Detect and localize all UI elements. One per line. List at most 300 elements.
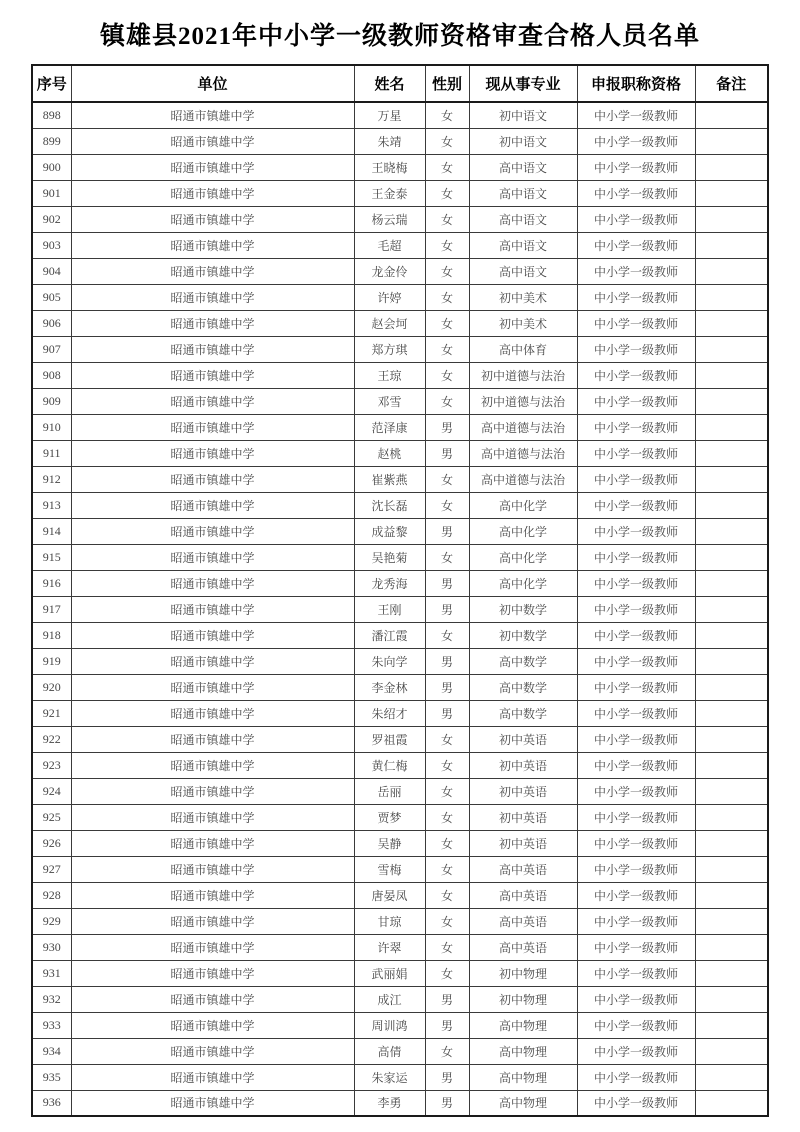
cell-unit: 昭通市镇雄中学 [71, 752, 354, 778]
table-row [32, 830, 768, 856]
cell-remark [695, 414, 768, 440]
cell-qualification: 中小学一级教师 [577, 934, 695, 960]
cell-unit: 昭通市镇雄中学 [71, 1012, 354, 1038]
cell-qualification: 中小学一级教师 [577, 128, 695, 154]
cell-qualification: 中小学一级教师 [577, 336, 695, 362]
cell-major: 高中物理 [469, 1012, 577, 1038]
cell-gender: 女 [425, 856, 469, 882]
cell-gender: 女 [425, 310, 469, 336]
cell-remark [695, 778, 768, 804]
cell-remark [695, 310, 768, 336]
cell-name: 岳丽 [354, 778, 425, 804]
cell-remark [695, 1064, 768, 1090]
cell-serial-number: 898 [32, 102, 71, 128]
table-row [32, 986, 768, 1012]
cell-qualification: 中小学一级教师 [577, 700, 695, 726]
cell-name: 李勇 [354, 1090, 425, 1116]
table-row [32, 232, 768, 258]
table-row [32, 284, 768, 310]
table-row [32, 622, 768, 648]
cell-unit: 昭通市镇雄中学 [71, 778, 354, 804]
table-header [32, 65, 768, 102]
cell-major: 初中美术 [469, 284, 577, 310]
cell-qualification: 中小学一级教师 [577, 258, 695, 284]
cell-name: 高倩 [354, 1038, 425, 1064]
cell-serial-number: 918 [32, 622, 71, 648]
cell-qualification: 中小学一级教师 [577, 674, 695, 700]
cell-serial-number: 916 [32, 570, 71, 596]
cell-major: 初中数学 [469, 596, 577, 622]
cell-serial-number: 926 [32, 830, 71, 856]
cell-remark [695, 466, 768, 492]
cell-major: 高中语文 [469, 180, 577, 206]
cell-remark [695, 570, 768, 596]
cell-name: 范泽康 [354, 414, 425, 440]
cell-qualification: 中小学一级教师 [577, 908, 695, 934]
cell-remark [695, 180, 768, 206]
cell-gender: 女 [425, 934, 469, 960]
cell-remark [695, 622, 768, 648]
cell-unit: 昭通市镇雄中学 [71, 856, 354, 882]
cell-name: 邓雪 [354, 388, 425, 414]
cell-name: 成益黎 [354, 518, 425, 544]
cell-gender: 女 [425, 154, 469, 180]
cell-serial-number: 902 [32, 206, 71, 232]
cell-remark [695, 830, 768, 856]
cell-serial-number: 930 [32, 934, 71, 960]
cell-major: 高中道德与法治 [469, 466, 577, 492]
cell-major: 初中道德与法治 [469, 362, 577, 388]
cell-name: 甘琼 [354, 908, 425, 934]
cell-gender: 男 [425, 1064, 469, 1090]
cell-name: 潘江霞 [354, 622, 425, 648]
cell-gender: 女 [425, 492, 469, 518]
cell-major: 初中英语 [469, 778, 577, 804]
cell-major: 初中语文 [469, 102, 577, 128]
cell-qualification: 中小学一级教师 [577, 596, 695, 622]
cell-major: 高中语文 [469, 232, 577, 258]
cell-unit: 昭通市镇雄中学 [71, 908, 354, 934]
cell-qualification: 中小学一级教师 [577, 544, 695, 570]
cell-unit: 昭通市镇雄中学 [71, 492, 354, 518]
cell-remark [695, 1090, 768, 1116]
cell-gender: 女 [425, 804, 469, 830]
cell-major: 高中道德与法治 [469, 414, 577, 440]
cell-gender: 女 [425, 180, 469, 206]
cell-serial-number: 931 [32, 960, 71, 986]
cell-name: 杨云瑞 [354, 206, 425, 232]
cell-major: 初中英语 [469, 830, 577, 856]
cell-gender: 女 [425, 284, 469, 310]
header-remark: 备注 [695, 65, 768, 102]
cell-serial-number: 927 [32, 856, 71, 882]
table-row [32, 882, 768, 908]
table-row [32, 960, 768, 986]
cell-gender: 女 [425, 544, 469, 570]
cell-serial-number: 904 [32, 258, 71, 284]
cell-remark [695, 388, 768, 414]
cell-serial-number: 899 [32, 128, 71, 154]
cell-unit: 昭通市镇雄中学 [71, 388, 354, 414]
cell-qualification: 中小学一级教师 [577, 986, 695, 1012]
cell-name: 贾梦 [354, 804, 425, 830]
cell-unit: 昭通市镇雄中学 [71, 544, 354, 570]
table-row [32, 856, 768, 882]
header-gender: 性别 [425, 65, 469, 102]
cell-remark [695, 752, 768, 778]
cell-remark [695, 154, 768, 180]
cell-gender: 女 [425, 726, 469, 752]
cell-unit: 昭通市镇雄中学 [71, 882, 354, 908]
table-row [32, 466, 768, 492]
table-row [32, 570, 768, 596]
cell-unit: 昭通市镇雄中学 [71, 232, 354, 258]
cell-unit: 昭通市镇雄中学 [71, 440, 354, 466]
cell-name: 龙金伶 [354, 258, 425, 284]
cell-remark [695, 206, 768, 232]
qualified-teachers-table [31, 64, 769, 1117]
cell-unit: 昭通市镇雄中学 [71, 518, 354, 544]
cell-unit: 昭通市镇雄中学 [71, 726, 354, 752]
table-row [32, 934, 768, 960]
cell-unit: 昭通市镇雄中学 [71, 674, 354, 700]
cell-major: 高中化学 [469, 544, 577, 570]
cell-name: 郑方琪 [354, 336, 425, 362]
cell-major: 高中化学 [469, 570, 577, 596]
cell-gender: 女 [425, 1038, 469, 1064]
cell-serial-number: 910 [32, 414, 71, 440]
cell-major: 初中道德与法治 [469, 388, 577, 414]
cell-serial-number: 909 [32, 388, 71, 414]
cell-remark [695, 518, 768, 544]
cell-remark [695, 336, 768, 362]
cell-qualification: 中小学一级教师 [577, 232, 695, 258]
header-unit: 单位 [71, 65, 354, 102]
cell-unit: 昭通市镇雄中学 [71, 102, 354, 128]
cell-major: 初中物理 [469, 960, 577, 986]
cell-name: 吴静 [354, 830, 425, 856]
header-row [32, 65, 768, 102]
cell-name: 罗祖霞 [354, 726, 425, 752]
cell-unit: 昭通市镇雄中学 [71, 128, 354, 154]
cell-major: 高中语文 [469, 258, 577, 284]
cell-qualification: 中小学一级教师 [577, 206, 695, 232]
table-row [32, 180, 768, 206]
cell-name: 朱靖 [354, 128, 425, 154]
cell-gender: 男 [425, 674, 469, 700]
cell-serial-number: 925 [32, 804, 71, 830]
table-row [32, 596, 768, 622]
cell-remark [695, 1012, 768, 1038]
cell-gender: 女 [425, 206, 469, 232]
cell-qualification: 中小学一级教师 [577, 180, 695, 206]
table-row [32, 1038, 768, 1064]
cell-name: 王晓梅 [354, 154, 425, 180]
cell-gender: 男 [425, 648, 469, 674]
table-row [32, 206, 768, 232]
header-major: 现从事专业 [469, 65, 577, 102]
cell-unit: 昭通市镇雄中学 [71, 258, 354, 284]
cell-name: 武丽娟 [354, 960, 425, 986]
cell-major: 高中体育 [469, 336, 577, 362]
cell-serial-number: 911 [32, 440, 71, 466]
cell-remark [695, 674, 768, 700]
cell-gender: 女 [425, 362, 469, 388]
table-row [32, 544, 768, 570]
cell-serial-number: 908 [32, 362, 71, 388]
cell-serial-number: 912 [32, 466, 71, 492]
cell-remark [695, 362, 768, 388]
cell-qualification: 中小学一级教师 [577, 518, 695, 544]
cell-major: 初中英语 [469, 726, 577, 752]
table-row [32, 1064, 768, 1090]
cell-serial-number: 921 [32, 700, 71, 726]
cell-gender: 男 [425, 986, 469, 1012]
table-row [32, 908, 768, 934]
cell-serial-number: 924 [32, 778, 71, 804]
cell-name: 雪梅 [354, 856, 425, 882]
cell-qualification: 中小学一级教师 [577, 388, 695, 414]
cell-major: 高中道德与法治 [469, 440, 577, 466]
cell-qualification: 中小学一级教师 [577, 1090, 695, 1116]
cell-qualification: 中小学一级教师 [577, 284, 695, 310]
cell-gender: 女 [425, 830, 469, 856]
header-name: 姓名 [354, 65, 425, 102]
cell-gender: 女 [425, 232, 469, 258]
cell-unit: 昭通市镇雄中学 [71, 700, 354, 726]
cell-serial-number: 919 [32, 648, 71, 674]
cell-serial-number: 923 [32, 752, 71, 778]
cell-qualification: 中小学一级教师 [577, 726, 695, 752]
cell-qualification: 中小学一级教师 [577, 648, 695, 674]
table-row [32, 102, 768, 128]
cell-serial-number: 905 [32, 284, 71, 310]
cell-gender: 男 [425, 440, 469, 466]
cell-unit: 昭通市镇雄中学 [71, 362, 354, 388]
cell-name: 朱家运 [354, 1064, 425, 1090]
cell-serial-number: 907 [32, 336, 71, 362]
cell-unit: 昭通市镇雄中学 [71, 804, 354, 830]
cell-major: 高中英语 [469, 882, 577, 908]
cell-qualification: 中小学一级教师 [577, 752, 695, 778]
cell-name: 成江 [354, 986, 425, 1012]
cell-remark [695, 700, 768, 726]
table-row [32, 804, 768, 830]
cell-qualification: 中小学一级教师 [577, 622, 695, 648]
cell-gender: 男 [425, 570, 469, 596]
header-qualification: 申报职称资格 [577, 65, 695, 102]
cell-qualification: 中小学一级教师 [577, 830, 695, 856]
cell-qualification: 中小学一级教师 [577, 804, 695, 830]
cell-major: 高中物理 [469, 1064, 577, 1090]
cell-major: 初中英语 [469, 752, 577, 778]
table-row [32, 336, 768, 362]
cell-remark [695, 648, 768, 674]
cell-unit: 昭通市镇雄中学 [71, 934, 354, 960]
cell-gender: 女 [425, 128, 469, 154]
cell-major: 高中物理 [469, 1038, 577, 1064]
cell-name: 王琼 [354, 362, 425, 388]
cell-serial-number: 932 [32, 986, 71, 1012]
cell-gender: 男 [425, 414, 469, 440]
cell-unit: 昭通市镇雄中学 [71, 1038, 354, 1064]
table-row [32, 1012, 768, 1038]
cell-gender: 女 [425, 336, 469, 362]
cell-remark [695, 934, 768, 960]
cell-qualification: 中小学一级教师 [577, 570, 695, 596]
table-row [32, 648, 768, 674]
cell-name: 朱绍才 [354, 700, 425, 726]
cell-remark [695, 232, 768, 258]
cell-major: 高中语文 [469, 206, 577, 232]
cell-unit: 昭通市镇雄中学 [71, 648, 354, 674]
cell-qualification: 中小学一级教师 [577, 1064, 695, 1090]
cell-remark [695, 856, 768, 882]
cell-name: 龙秀海 [354, 570, 425, 596]
cell-unit: 昭通市镇雄中学 [71, 466, 354, 492]
cell-qualification: 中小学一级教师 [577, 466, 695, 492]
cell-remark [695, 596, 768, 622]
cell-remark [695, 284, 768, 310]
cell-remark [695, 986, 768, 1012]
cell-gender: 女 [425, 102, 469, 128]
page-title: 镇雄县2021年中小学一级教师资格审查合格人员名单 [99, 23, 700, 50]
cell-remark [695, 102, 768, 128]
table-row [32, 310, 768, 336]
cell-gender: 女 [425, 622, 469, 648]
cell-serial-number: 928 [32, 882, 71, 908]
cell-name: 李金林 [354, 674, 425, 700]
cell-qualification: 中小学一级教师 [577, 440, 695, 466]
cell-major: 高中数学 [469, 700, 577, 726]
cell-serial-number: 906 [32, 310, 71, 336]
cell-name: 朱向学 [354, 648, 425, 674]
cell-serial-number: 936 [32, 1090, 71, 1116]
cell-remark [695, 128, 768, 154]
cell-unit: 昭通市镇雄中学 [71, 180, 354, 206]
cell-unit: 昭通市镇雄中学 [71, 206, 354, 232]
cell-gender: 男 [425, 1012, 469, 1038]
cell-name: 赵桃 [354, 440, 425, 466]
cell-serial-number: 922 [32, 726, 71, 752]
cell-serial-number: 917 [32, 596, 71, 622]
header-no: 序号 [32, 65, 71, 102]
cell-unit: 昭通市镇雄中学 [71, 1090, 354, 1116]
cell-serial-number: 920 [32, 674, 71, 700]
cell-unit: 昭通市镇雄中学 [71, 570, 354, 596]
cell-major: 初中物理 [469, 986, 577, 1012]
cell-major: 高中英语 [469, 934, 577, 960]
cell-major: 高中英语 [469, 856, 577, 882]
cell-remark [695, 492, 768, 518]
table-row [32, 440, 768, 466]
cell-serial-number: 933 [32, 1012, 71, 1038]
table-row [32, 154, 768, 180]
cell-qualification: 中小学一级教师 [577, 102, 695, 128]
cell-remark [695, 440, 768, 466]
cell-serial-number: 903 [32, 232, 71, 258]
table-row [32, 700, 768, 726]
table-row [32, 778, 768, 804]
cell-unit: 昭通市镇雄中学 [71, 284, 354, 310]
cell-qualification: 中小学一级教师 [577, 882, 695, 908]
cell-major: 初中语文 [469, 128, 577, 154]
cell-name: 崔紫燕 [354, 466, 425, 492]
cell-major: 高中语文 [469, 154, 577, 180]
cell-name: 黄仁梅 [354, 752, 425, 778]
cell-remark [695, 258, 768, 284]
cell-name: 许翠 [354, 934, 425, 960]
cell-gender: 男 [425, 518, 469, 544]
cell-remark [695, 908, 768, 934]
cell-serial-number: 900 [32, 154, 71, 180]
table-row [32, 674, 768, 700]
cell-serial-number: 934 [32, 1038, 71, 1064]
cell-remark [695, 726, 768, 752]
cell-unit: 昭通市镇雄中学 [71, 622, 354, 648]
cell-unit: 昭通市镇雄中学 [71, 596, 354, 622]
cell-gender: 女 [425, 752, 469, 778]
cell-gender: 男 [425, 1090, 469, 1116]
cell-name: 唐晏凤 [354, 882, 425, 908]
table-row [32, 258, 768, 284]
table-row [32, 388, 768, 414]
cell-name: 许婷 [354, 284, 425, 310]
cell-gender: 女 [425, 388, 469, 414]
cell-major: 高中物理 [469, 1090, 577, 1116]
cell-gender: 女 [425, 908, 469, 934]
cell-name: 吴艳菊 [354, 544, 425, 570]
cell-remark [695, 1038, 768, 1064]
cell-qualification: 中小学一级教师 [577, 492, 695, 518]
table-row [32, 1090, 768, 1116]
cell-gender: 女 [425, 258, 469, 284]
cell-serial-number: 929 [32, 908, 71, 934]
cell-major: 初中数学 [469, 622, 577, 648]
cell-gender: 女 [425, 778, 469, 804]
cell-unit: 昭通市镇雄中学 [71, 830, 354, 856]
cell-major: 高中英语 [469, 908, 577, 934]
cell-unit: 昭通市镇雄中学 [71, 960, 354, 986]
cell-remark [695, 804, 768, 830]
cell-qualification: 中小学一级教师 [577, 154, 695, 180]
cell-serial-number: 935 [32, 1064, 71, 1090]
cell-name: 万星 [354, 102, 425, 128]
cell-name: 毛超 [354, 232, 425, 258]
cell-qualification: 中小学一级教师 [577, 778, 695, 804]
cell-serial-number: 915 [32, 544, 71, 570]
table-row [32, 414, 768, 440]
cell-qualification: 中小学一级教师 [577, 1012, 695, 1038]
cell-remark [695, 544, 768, 570]
cell-major: 高中化学 [469, 492, 577, 518]
table-row [32, 492, 768, 518]
cell-serial-number: 914 [32, 518, 71, 544]
cell-unit: 昭通市镇雄中学 [71, 986, 354, 1012]
table-row [32, 752, 768, 778]
cell-name: 赵会坷 [354, 310, 425, 336]
cell-gender: 女 [425, 466, 469, 492]
table-row [32, 726, 768, 752]
cell-unit: 昭通市镇雄中学 [71, 1064, 354, 1090]
cell-unit: 昭通市镇雄中学 [71, 414, 354, 440]
table-row [32, 128, 768, 154]
cell-unit: 昭通市镇雄中学 [71, 154, 354, 180]
cell-serial-number: 901 [32, 180, 71, 206]
cell-major: 高中数学 [469, 648, 577, 674]
cell-name: 沈长磊 [354, 492, 425, 518]
cell-major: 初中美术 [469, 310, 577, 336]
